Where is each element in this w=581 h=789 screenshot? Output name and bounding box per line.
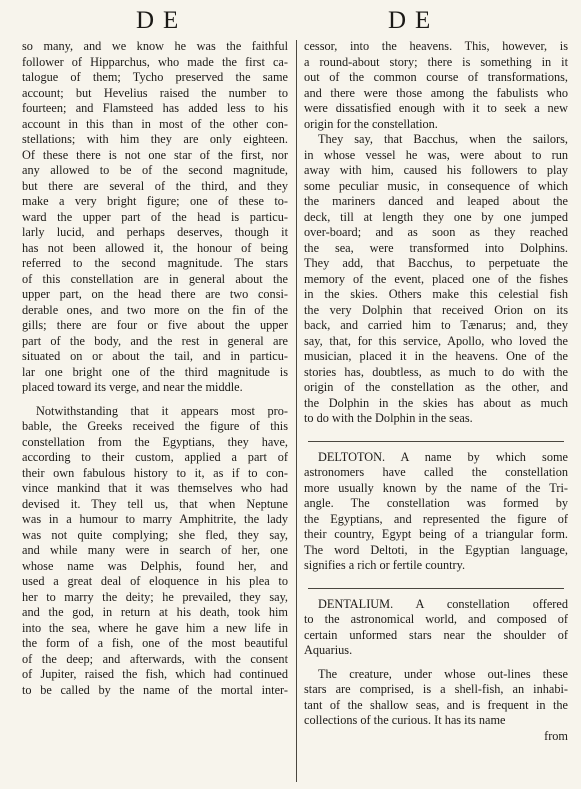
paragraph-gap — [22, 396, 288, 404]
text-line: ward the upper part of the head is particu- — [22, 209, 288, 224]
text-line: cessor, into the heavens. This, however, is — [304, 39, 568, 53]
text-line: the mariners danced and leaped about the — [304, 194, 568, 208]
text-line: DELTOTON. A name by which some — [318, 449, 568, 464]
text-line: Of these there is not one star of the first, nor — [22, 147, 288, 162]
text-line: talogue of them; Tycho preserved the same — [22, 70, 288, 84]
text-line: so many, and we know he was the faithful — [22, 39, 288, 53]
text-line: larly lucid, and perhaps deserves, though it — [22, 225, 288, 239]
text-line: certain unformed stars near the shoulder of — [304, 627, 568, 642]
text-line: make a very bright figure; one of these to- — [22, 194, 288, 208]
running-header — [0, 7, 581, 39]
text-line: tant of the shallow seas, and is frequent in the — [304, 697, 568, 712]
text-line: The word Deltoti, in the Egyptian language, — [304, 542, 568, 557]
text-line: the Egyptians, and represented the figure of — [304, 511, 568, 526]
left-column — [22, 39, 288, 698]
text-line: DENTALIUM. A constellation offered — [318, 596, 568, 611]
text-line: deck, till at length they one by one jumped — [304, 209, 568, 224]
text-line: and while many were in search of her, one — [22, 543, 288, 557]
text-line: vince mankind that it was themselves who had — [22, 481, 288, 495]
catchword: from — [544, 728, 568, 743]
text-line: has not been allowed it, the honour of being — [22, 240, 288, 255]
text-line: fourteen; and Flamsteed has added less to his — [22, 101, 288, 115]
text-line: the Dolphin in the skies has about as much — [304, 395, 568, 410]
text-line: their own fabulous history to it, as if to con- — [22, 465, 288, 480]
text-line: situated on or about the tail, and in particu- — [22, 349, 288, 363]
header-letters-right: DE — [388, 7, 440, 34]
text-line: They add, that Bacchus, to perpetuate the — [304, 256, 568, 270]
entry-space — [304, 574, 568, 588]
text-line: to do with the Dolphin in the seas. — [304, 411, 473, 425]
text-line: account; but Hevelius raised the number to — [22, 85, 288, 100]
text-line: any allowed to be of the second magnitude, — [22, 163, 288, 177]
text-line: in whose vessel he was, were about to run — [304, 147, 568, 162]
text-line: origin for the constellation. — [304, 116, 438, 131]
right-column — [304, 39, 568, 744]
text-line: in the skies. Others make this celestial fish — [304, 287, 568, 301]
entry-separator-rule — [308, 588, 564, 589]
text-line: back, and carried him to Tænarus; and, they — [304, 318, 568, 332]
text-line: her to marry the deity; he prevailed, they say, — [22, 589, 288, 604]
text-line: the sea, were transformed into Dolphins. — [304, 240, 568, 255]
text-line: upper part, on the head there are two consi- — [22, 287, 288, 301]
text-line: into the sea, where he gave him a new life in — [22, 620, 288, 635]
text-line: account in this than in most of the other con- — [22, 116, 288, 131]
text-line: lar one bright one of the third magnitude is — [22, 364, 288, 379]
text-line: derable ones, and two more on the fin of the — [22, 302, 288, 317]
text-line: away with him, caused his followers to play — [304, 163, 568, 177]
text-line: but there are several of the third, and they — [22, 178, 288, 193]
entry-space — [304, 427, 568, 441]
entry-separator-rule — [308, 441, 564, 442]
text-line: was in a humour to marry Amphitrite, the lady — [22, 512, 288, 526]
text-line: origin of the constellation as the other, and — [304, 380, 568, 394]
text-line: Aquarius. — [304, 643, 353, 657]
text-line: stories has, doubtless, as much to do with the — [304, 364, 568, 379]
text-line: to be called by the name of the mortal inter- — [22, 682, 288, 697]
text-line: placed toward its verge, and near the middle. — [22, 380, 243, 394]
text-line: The creature, under whose out-lines these — [318, 666, 568, 681]
text-line: say, that, for this service, Apollo, who loved the — [304, 333, 568, 348]
text-line: and the god, in return at his death, took him — [22, 605, 288, 619]
header-letters-left: DE — [136, 7, 188, 34]
text-line: musician, placed it in the heavens. One of the — [304, 349, 568, 363]
text-line: more usually known by the name of the Tri- — [304, 480, 568, 495]
text-line: out of the common course of transformations, — [304, 70, 568, 84]
text-line: Notwithstanding that it appears most pro- — [36, 403, 288, 418]
text-line: over-board; and as soon as they reached — [304, 225, 568, 239]
text-line: angle. The constellation was formed by — [304, 496, 568, 510]
text-line: stars are comprised, is a shell-fish, an inhabi- — [304, 682, 568, 696]
text-line: astronomers have called the constellation — [304, 465, 568, 479]
column-divider — [296, 40, 297, 782]
text-line: and there were those among the fabulists who — [304, 85, 568, 100]
text-line: They say, that Bacchus, when the sailors, — [318, 132, 568, 146]
text-line: bable, the Greeks received the figure of this — [22, 419, 288, 433]
text-line: stellations; with him they are only eighteen. — [22, 132, 288, 146]
text-line: a round-about story; there is something in it — [304, 54, 568, 69]
text-line: of the deep; and afterwards, with the consent — [22, 651, 288, 666]
text-line: constellation from the Egyptians, they have, — [22, 434, 288, 449]
text-line: were dissatisfied enough with it to seek a new — [304, 101, 568, 115]
text-line: follower of Hipparchus, who made the first ca- — [22, 54, 288, 69]
text-line: their country, Egypt being of a triangular form. — [304, 527, 568, 541]
text-line: was not quite complying; she fled, they say, — [22, 527, 288, 542]
text-line: signifies a rich or fertile country. — [304, 558, 466, 572]
text-line: the very Dolphin that received Orion on its — [304, 302, 568, 317]
text-line: according to their custom, applied a part of — [22, 450, 288, 464]
paragraph-gap — [304, 659, 568, 667]
text-line: referred to the second magnitude. The stars — [22, 256, 288, 270]
text-line: some peculiar music, in consequence of which — [304, 178, 568, 193]
text-line: gills; there are four or five about the upper — [22, 318, 288, 332]
text-line: of Jupiter, raised the fish, which had continued — [22, 667, 288, 681]
text-line: collections of the curious. It has its name — [304, 713, 506, 727]
text-line: whose name was Delphis, found her, and — [22, 558, 288, 573]
text-line: memory of the event, placed one of the fishes — [304, 271, 568, 286]
text-line: used a great deal of eloquence in his plea to — [22, 574, 288, 588]
text-line: the form of a fish, one of the most beautiful — [22, 636, 288, 650]
text-line: of this constellation are in general about the — [22, 271, 288, 286]
text-line: part of the body, and the rest in general are — [22, 333, 288, 348]
text-line: devised it. They tell us, that when Neptune — [22, 496, 288, 511]
text-line: to the astronomical world, and composed of — [304, 612, 568, 626]
